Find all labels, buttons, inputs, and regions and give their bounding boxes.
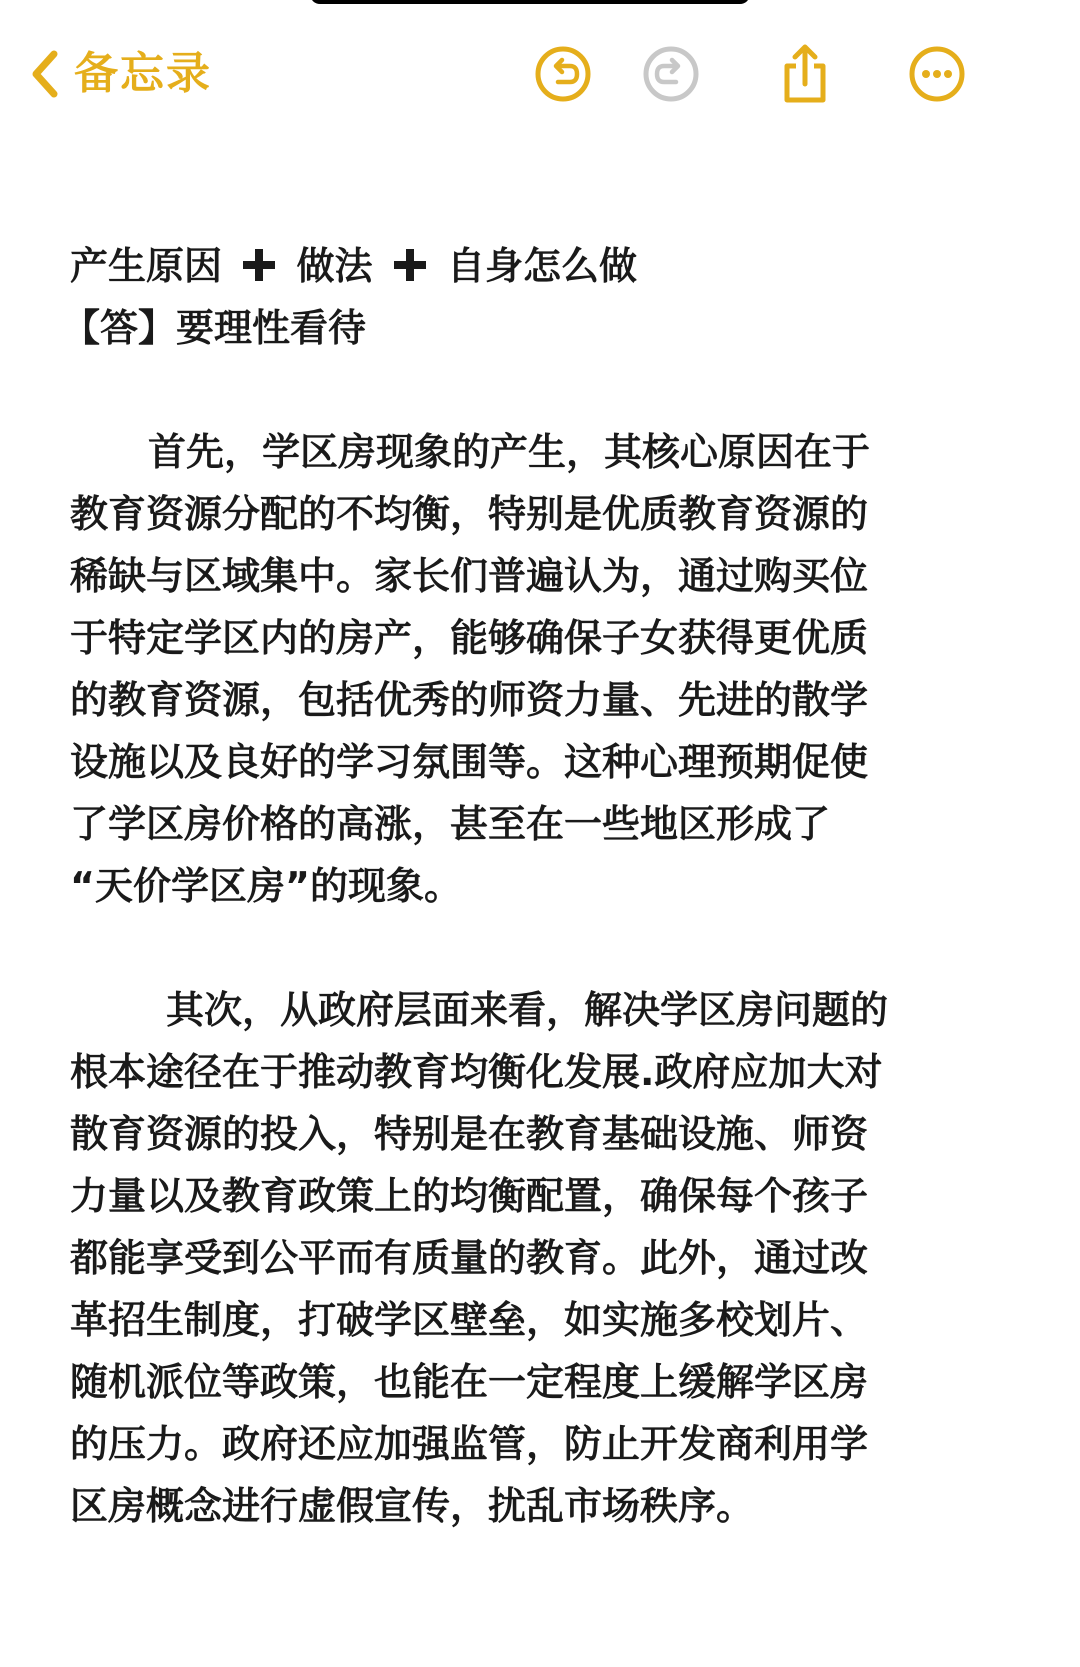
back-button[interactable] bbox=[28, 44, 212, 104]
paragraph-line: 的压力。政府还应加强监管，防止开发商利用学 bbox=[70, 1422, 869, 1466]
paragraph-line: “天价学区房”的现象。 bbox=[70, 864, 462, 908]
paragraph-line: 革招生制度，打破学区壁垒，如实施多校划片、 bbox=[70, 1298, 869, 1342]
share-icon bbox=[775, 44, 835, 104]
paragraph-2 bbox=[70, 979, 1010, 1537]
paragraph-line: 随机派位等政策，也能在一定程度上缓解学区房 bbox=[70, 1360, 869, 1404]
paragraph-line: 了学区房价格的高涨，甚至在一些地区形成了 bbox=[70, 802, 831, 846]
paragraph-1 bbox=[70, 421, 1010, 917]
paragraph-line: 都能享受到公平而有质量的教育。此外，通过改 bbox=[70, 1236, 869, 1280]
paragraph-line: 其次，从政府层面来看，解决学区房问题的 bbox=[166, 988, 889, 1032]
note-subtitle: 【答】要理性看待 bbox=[62, 306, 367, 350]
redo-icon bbox=[641, 44, 701, 104]
paragraph-line: 稀缺与区域集中。家长们普遍认为，通过购买位 bbox=[70, 554, 869, 598]
spacer bbox=[70, 917, 1010, 979]
paragraph-line: 教育资源分配的不均衡，特别是优质教育资源的 bbox=[70, 492, 869, 536]
note-body[interactable] bbox=[62, 235, 1010, 1537]
share-button[interactable] bbox=[775, 44, 835, 104]
undo-button[interactable] bbox=[533, 44, 593, 104]
paragraph-line: 力量以及教育政策上的均衡配置，确保每个孩子 bbox=[70, 1174, 869, 1218]
redo-button[interactable] bbox=[641, 44, 701, 104]
paragraph-line: 的教育资源，包括优秀的师资力量、先进的散学 bbox=[70, 678, 869, 722]
title-part-cause: 产生原因 bbox=[70, 244, 223, 288]
more-button[interactable] bbox=[907, 44, 967, 104]
more-icon bbox=[907, 44, 967, 104]
note-title bbox=[70, 235, 1010, 297]
paragraph-line: 设施以及良好的学习氛围等。这种心理预期促使 bbox=[70, 740, 869, 784]
chevron-left-icon bbox=[28, 49, 62, 99]
undo-icon bbox=[533, 44, 593, 104]
spacer bbox=[70, 359, 1010, 421]
paragraph-line: 于特定学区内的房产，能够确保子女获得更优质 bbox=[70, 616, 869, 660]
paragraph-line: 区房概念进行虚假宣传，扰乱市场秩序。 bbox=[70, 1484, 755, 1528]
paragraph-line: 根本途径在于推动教育均衡化发展.政府应加大对 bbox=[70, 1050, 883, 1094]
navigation-bar bbox=[0, 36, 1080, 116]
paragraph-line: 散育资源的投入，特别是在教育基础设施、师资 bbox=[70, 1112, 869, 1156]
plus-icon bbox=[392, 247, 428, 283]
device-notch bbox=[310, 0, 750, 4]
plus-icon bbox=[241, 247, 277, 283]
back-label: 备忘录 bbox=[74, 48, 212, 99]
paragraph-line: 首先，学区房现象的产生，其核心原因在于 bbox=[148, 430, 871, 474]
title-part-self: 自身怎么做 bbox=[446, 244, 637, 288]
title-part-method: 做法 bbox=[296, 244, 373, 288]
